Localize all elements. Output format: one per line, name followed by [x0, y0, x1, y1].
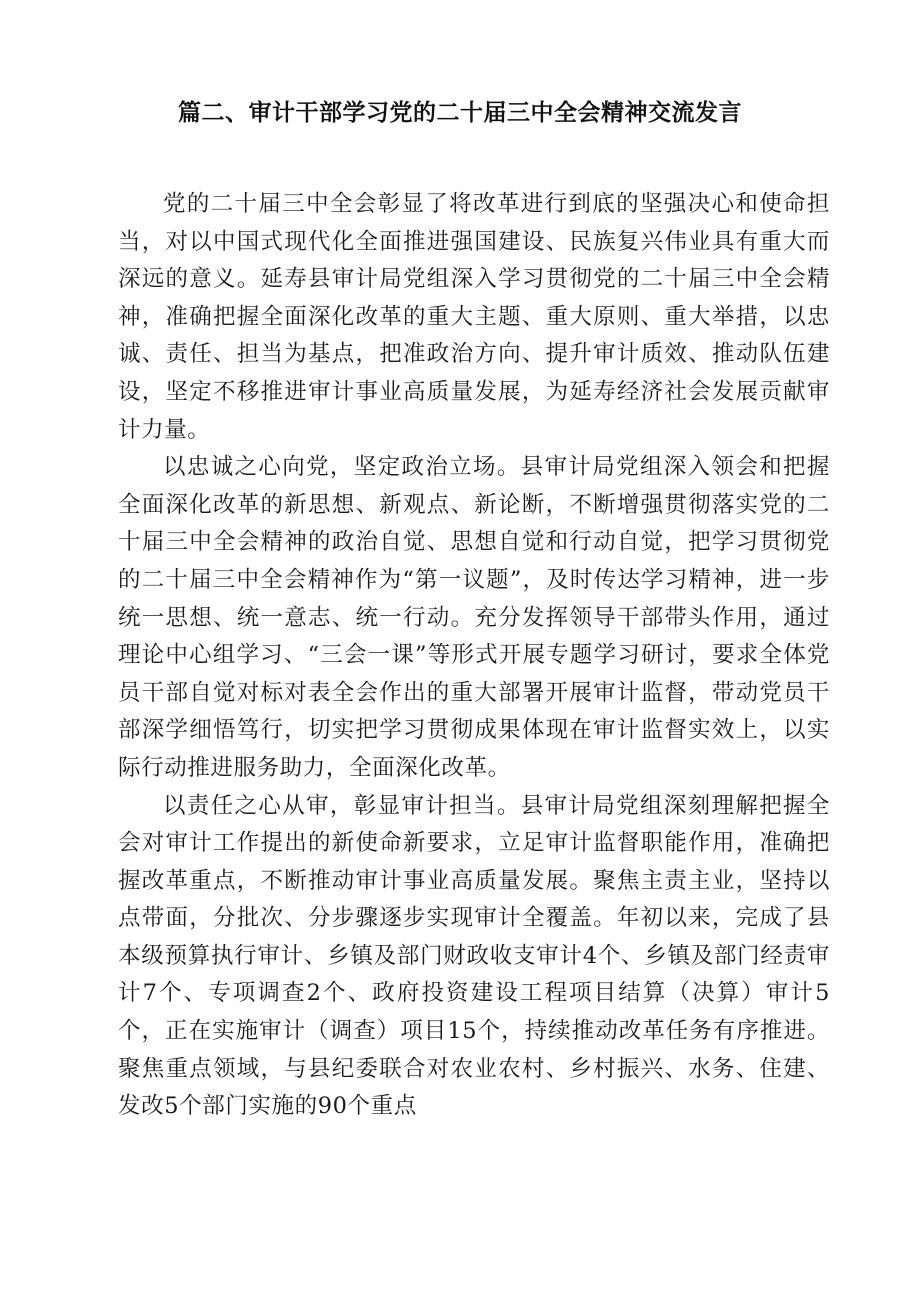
paragraph-responsibility: 以责任之心从审，彰显审计担当。县审计局党组深刻理解把握全会对审计工作提出的新使命新要求，立足审计监督职能作用，准确把握改革重点，不断推动审计事业高质量发展。聚焦主责主业，坚持以点带面，分批次、分步骤逐步实现审计全覆盖。年初以来，完成了县本级预算执行审计、乡镇及部门财政收支审计4个、乡镇及部门经责审计7个、专项调查2个、政府投资建设工程项目结算（决算）审计5个，正在实施审计（调查）项目15个，持续推动改革任务有序推进。聚焦重点领域，与县纪委联合对农业农村、乡村振兴、水务、住建、发改5个部门实施的90个重点 [118, 792, 830, 1120]
paragraph-intro: 党的二十届三中全会彰显了将改革进行到底的坚强决心和使命担当，对以中国式现代化全面推进强国建设、民族复兴伟业具有重大而深远的意义。延寿县审计局党组深入学习贯彻党的二十届三中全会精神，准确把握全面深化改革的重大主题、重大原则、重大举措，以忠诚、责任、担当为基点，把准政治方向、提升审计质效、推动队伍建设，坚定不移推进审计事业高质量发展，为延寿经济社会发展贡献审计力量。 [118, 191, 830, 443]
document-title: 篇二、审计干部学习党的二十届三中全会精神交流发言 [178, 100, 742, 126]
paragraph-loyalty: 以忠诚之心向党，坚定政治立场。县审计局党组深入领会和把握全面深化改革的新思想、新观点、新论断，不断增强贯彻落实党的二十届三中全会精神的政治自觉、思想自觉和行动自觉，把学习贯彻党的二十届三中全会精神作为“第一议题”，及时传达学习精神，进一步统一思想、统一意志、统一行动。充分发挥领导干部带头作用，通过理论中心组学习、“三会一课”等形式开展专题学习研讨，要求全体党员干部自觉对标对表全会作出的重大部署开展审计监督，带动党员干部深学细悟笃行，切实把学习贯彻成果体现在审计监督实效上，以实际行动推进服务助力，全面深化改革。 [118, 454, 830, 781]
document-body [118, 186, 830, 1126]
